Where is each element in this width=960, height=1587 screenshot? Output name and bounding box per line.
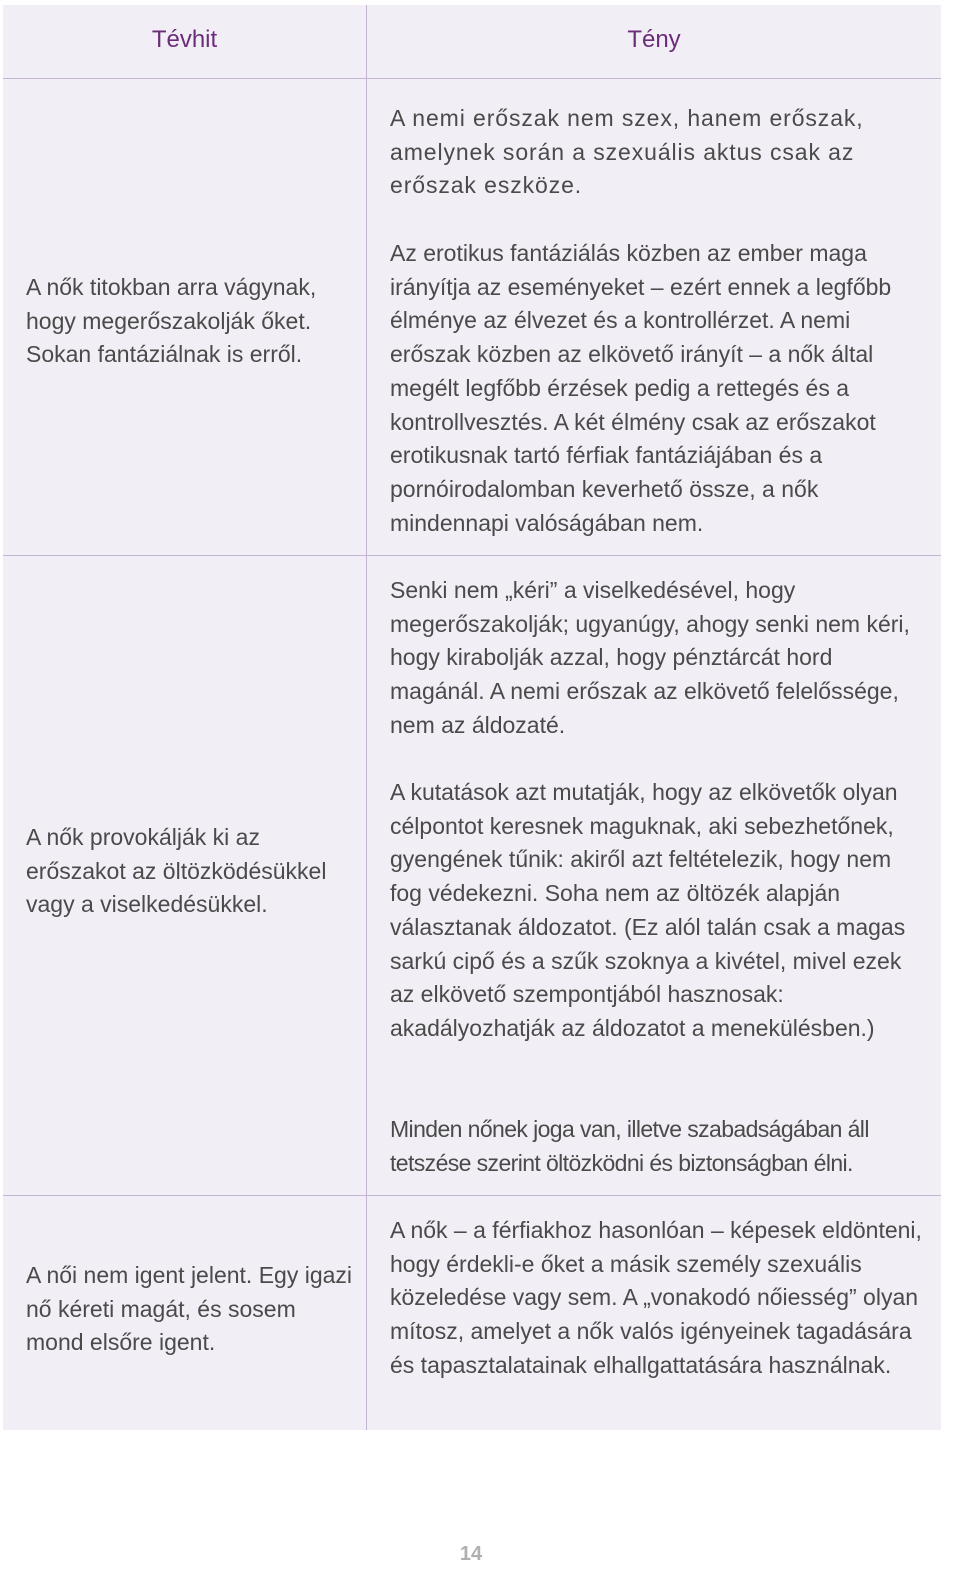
fact-text: A nemi erőszak nem szex, hanem erőszak, amelynek során a szexuális aktus csak az erőszak eszköze. [390, 105, 864, 199]
myth-text: A női nem igent jelent. Egy igazi nő kéreti magát, és sosem mond elsőre igent. [26, 1262, 353, 1356]
header-divider [3, 78, 941, 79]
header-fact: Tény [627, 26, 681, 53]
header-myth: Tévhit [151, 26, 218, 53]
row-divider [3, 555, 941, 556]
row-divider [3, 1195, 941, 1196]
fact-text: A kutatások azt mutatják, hogy az elkövetők olyan célpontot keresnek maguknak, aki sebezhetőnek, gyengének tűnik: akiről azt feltételezik, hogy nem fog védekezni. Soha nem az öltözék alapján választanak áldozatot. (Ez alól talán csak a magas sarkú cipő és a szűk szoknya a kivétel, mivel ezek az elkövető szempontjából hasznosak: akadályozhatják az áldozatot a menekülésben.) [390, 779, 906, 1041]
column-divider [366, 5, 367, 1430]
myth-text: A nők titokban arra vágynak, hogy megerőszakolják őket. Sokan fantáziálnak is erről. [26, 274, 317, 368]
myth-text: A nők provokálják ki az erőszakot az öltözködésükkel vagy a viselkedésükkel. [26, 824, 327, 918]
fact-text: A nők – a férfiakhoz hasonlóan – képesek eldönteni, hogy érdekli-e őket a másik személy szexuális közeledése vagy sem. A „vonakodó nőiesség” olyan mítosz, amelyet a nők valós igényeinek tagadására és tapasztalatainak elhallgattatására használnak. [390, 1217, 922, 1378]
fact-text: Minden nőnek joga van, illetve szabadságában áll tetszése szerint öltözködni és biztonságban élni. [390, 1116, 869, 1176]
fact-text: Senki nem „kéri” a viselkedésével, hogy megerőszakolják; ugyanúgy, ahogy senki nem kéri, hogy kirabolják azzal, hogy pénztárcát hord magánál. A nemi erőszak az elkövető felelőssége, nem az áldozaté. [390, 577, 910, 738]
fact-text: Az erotikus fantáziálás közben az ember maga irányítja az eseményeket – ezért ennek a legfőbb élménye az élvezet és a kontrollérzet. A nemi erőszak közben az elkövető irányít – a nők által megélt legfőbb érzések pedig a rettegés és a kontrollvesztés. A két élmény csak az erőszakot erotikusnak tartó férfiak fantáziájában és a pornóirodalomban keverhető össze, a nők mindennapi valóságában nem. [390, 240, 892, 536]
myth-fact-table [3, 5, 941, 1430]
page-number: 14 [459, 1543, 483, 1565]
